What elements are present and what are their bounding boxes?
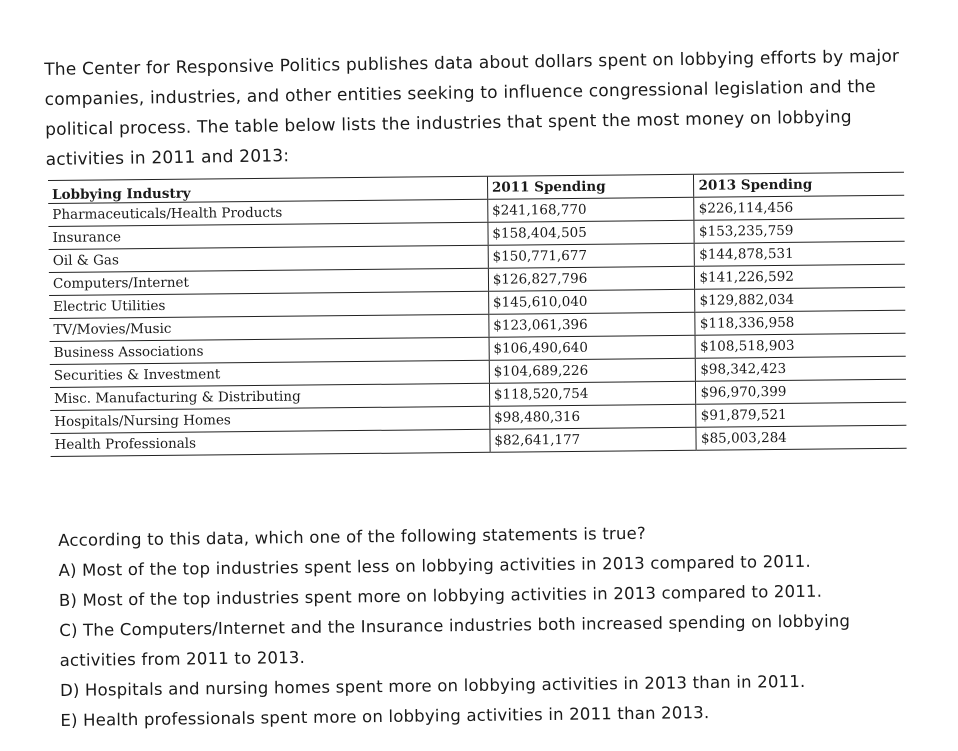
answer-option-d: D) Hospitals and nursing homes spent more on lobbying activities in 2013 than in 2011. xyxy=(59,671,806,700)
answer-option-a: A) Most of the top industries spent less on lobbying activities in 2013 compared to 2011. xyxy=(58,551,812,580)
spending-2011-cell: $158,404,505 xyxy=(488,220,695,245)
header-industry: Lobbying Industry xyxy=(48,176,488,203)
lobbying-table-container xyxy=(48,172,907,457)
spending-2011-cell: $82,641,177 xyxy=(490,427,697,452)
question-prompt: According to this data, which one of the following statements is true? xyxy=(58,523,647,550)
spending-2013-cell: $153,235,759 xyxy=(694,218,904,243)
industry-cell: Pharmaceuticals/Health Products xyxy=(48,199,488,226)
spending-2011-cell: $104,689,226 xyxy=(489,358,696,383)
spending-2011-cell: $106,490,640 xyxy=(489,335,696,360)
industry-cell: Electric Utilities xyxy=(49,291,489,318)
industry-cell: Hospitals/Nursing Homes xyxy=(50,406,490,433)
spending-2011-cell: $241,168,770 xyxy=(488,197,695,222)
industry-cell: Oil & Gas xyxy=(49,245,489,272)
header-2013: 2013 Spending xyxy=(694,172,904,197)
spending-2013-cell: $129,882,034 xyxy=(695,287,905,312)
spending-2011-cell: $123,061,396 xyxy=(489,312,696,337)
industry-cell: Insurance xyxy=(48,222,488,249)
spending-2013-cell: $144,878,531 xyxy=(695,241,905,266)
spending-2011-cell: $145,610,040 xyxy=(488,289,695,314)
spending-2013-cell: $108,518,903 xyxy=(695,333,905,358)
industry-cell: Securities & Investment xyxy=(50,360,490,387)
spending-2013-cell: $91,879,521 xyxy=(696,402,906,427)
spending-2011-cell: $126,827,796 xyxy=(488,266,695,291)
answer-option-e: E) Health professionals spent more on lobbying activities in 2011 than 2013. xyxy=(60,703,710,730)
spending-2013-cell: $226,114,456 xyxy=(694,195,904,220)
industry-cell: Misc. Manufacturing & Distributing xyxy=(50,383,490,410)
question-block xyxy=(58,515,931,736)
industry-cell: Computers/Internet xyxy=(49,268,489,295)
spending-2013-cell: $141,226,592 xyxy=(695,264,905,289)
spending-2011-cell: $118,520,754 xyxy=(489,381,696,406)
answer-option-b: B) Most of the top industries spent more on lobbying activities in 2013 compared to 2011. xyxy=(58,581,823,610)
spending-2011-cell: $150,771,677 xyxy=(488,243,695,268)
industry-cell: Business Associations xyxy=(50,337,490,364)
spending-2013-cell: $85,003,284 xyxy=(696,425,906,450)
answer-option-c: C) The Computers/Internet and the Insurance industries both increased spending on lobbying activities from 2011 to 2013. xyxy=(59,611,851,670)
lobbying-table xyxy=(48,172,907,457)
header-2011: 2011 Spending xyxy=(487,174,694,199)
spending-2011-cell: $98,480,316 xyxy=(490,404,697,429)
spending-2013-cell: $118,336,958 xyxy=(695,310,905,335)
spending-2013-cell: $96,970,399 xyxy=(696,379,906,404)
industry-cell: TV/Movies/Music xyxy=(49,314,489,341)
industry-cell: Health Professionals xyxy=(50,429,490,456)
spending-2013-cell: $98,342,423 xyxy=(696,356,906,381)
intro-paragraph: The Center for Responsive Politics publishes data about dollars spent on lobbying efforts by major companies, industries, and other entities seeking to influence congressional legislation and the political process. The table below lists the industries that spent the most money on lobbying activities in 2011 and 2013: xyxy=(44,46,900,170)
